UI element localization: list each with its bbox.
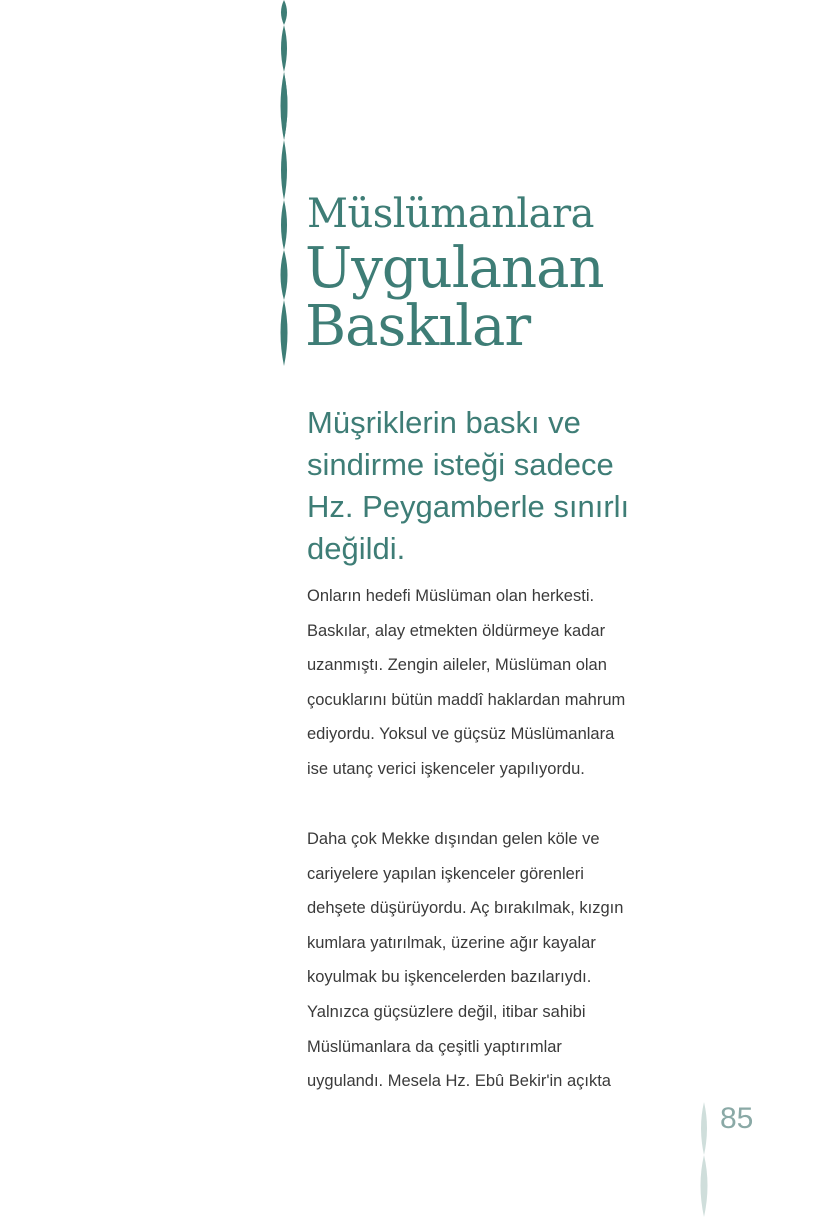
subtitle-line: değildi. <box>307 531 406 566</box>
title-line-1: Müslümanlara <box>307 191 594 237</box>
paragraph-1 <box>307 579 687 787</box>
title-main <box>305 236 604 359</box>
title-line-3: Baskılar <box>305 294 531 359</box>
page-number: 85 <box>720 1102 754 1135</box>
text-line: ediyordu. Yoksul ve güçsüz Müslümanlara <box>307 725 615 744</box>
text-line: çocuklarını bütün maddî haklardan mahrum <box>307 690 626 709</box>
text-line: Daha çok Mekke dışından gelen köle ve <box>307 830 600 848</box>
paragraph-2 <box>307 822 687 1099</box>
text-line: Onların hedefi Müslüman olan herkesti. <box>307 587 595 605</box>
text-line: Müslümanlara da çeşitli yaptırımlar <box>307 1037 562 1056</box>
text-line: Baskılar, alay etmekten öldürmeye kadar <box>307 621 606 640</box>
text-line: cariyelere yapılan işkenceler görenleri <box>307 864 584 883</box>
page-number-bead-icon <box>696 1100 712 1217</box>
subtitle <box>307 402 727 570</box>
text-line: koyulmak bu işkencelerden bazılarıydı. <box>307 968 592 987</box>
subtitle-line: Müşriklerin baskı ve <box>307 405 581 440</box>
title-line-2: Uygulanan <box>305 236 604 301</box>
text-line: uzanmıştı. Zengin aileler, Müslüman olan <box>307 656 607 675</box>
text-line: kumlara yatırılmak, üzerine ağır kayalar <box>307 933 596 952</box>
text-line: uygulandı. Mesela Hz. Ebû Bekir'in açıkta <box>307 1072 611 1091</box>
text-line: dehşete düşürüyordu. Aç bırakılmak, kızgın <box>307 899 624 918</box>
text-line: ise utanç verici işkenceler yapılıyordu. <box>307 759 585 778</box>
decorative-bead-line <box>274 0 294 370</box>
subtitle-line: Hz. Peygamberle sınırlı <box>307 489 630 524</box>
subtitle-line: sindirme isteği sadece <box>307 447 614 482</box>
text-line: Yalnızca güçsüzlere değil, itibar sahibi <box>307 1002 586 1021</box>
